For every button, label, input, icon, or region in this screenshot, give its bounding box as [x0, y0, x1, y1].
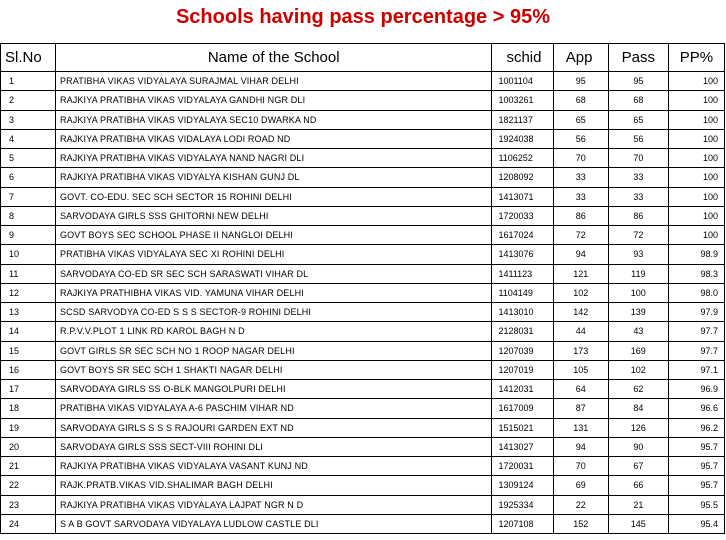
cell-app: 22 [553, 495, 608, 514]
cell-schid: 1412031 [492, 380, 553, 399]
cell-schid: 1104149 [492, 283, 553, 302]
cell-sl-no: 6 [1, 168, 56, 187]
cell-app: 87 [553, 399, 608, 418]
cell-schid: 1821137 [492, 110, 553, 129]
cell-pass: 169 [608, 341, 668, 360]
cell-school-name: GOVT BOYS SEC SCHOOL PHASE II NANGLOI DELHI [55, 226, 492, 245]
cell-app: 33 [553, 187, 608, 206]
table-row [1, 149, 725, 168]
cell-pass-percentage: 97.1 [668, 360, 724, 379]
cell-school-name: RAJKIYA PRATIBHA VIKAS VIDALAYA LODI ROAD ND [55, 129, 492, 148]
cell-app: 94 [553, 245, 608, 264]
cell-pass-percentage: 100 [668, 168, 724, 187]
cell-schid: 1924038 [492, 129, 553, 148]
cell-pass: 65 [608, 110, 668, 129]
cell-app: 56 [553, 129, 608, 148]
cell-pass: 56 [608, 129, 668, 148]
cell-pass-percentage: 98.3 [668, 264, 724, 283]
cell-sl-no: 4 [1, 129, 56, 148]
cell-pass-percentage: 97.9 [668, 303, 724, 322]
cell-sl-no: 10 [1, 245, 56, 264]
cell-school-name: SARVODAYA GIRLS SSS SECT-VIII ROHINI DLI [55, 437, 492, 456]
cell-app: 70 [553, 149, 608, 168]
cell-school-name: GOVT GIRLS SR SEC SCH NO 1 ROOP NAGAR DELHI [55, 341, 492, 360]
cell-schid: 1413076 [492, 245, 553, 264]
cell-app: 152 [553, 514, 608, 533]
cell-pass: 95 [608, 72, 668, 91]
table-row [1, 91, 725, 110]
cell-sl-no: 9 [1, 226, 56, 245]
cell-sl-no: 23 [1, 495, 56, 514]
table-row [1, 187, 725, 206]
cell-app: 173 [553, 341, 608, 360]
cell-schid: 1617024 [492, 226, 553, 245]
table-row [1, 341, 725, 360]
cell-schid: 1413071 [492, 187, 553, 206]
cell-app: 102 [553, 283, 608, 302]
cell-pass: 102 [608, 360, 668, 379]
cell-pass-percentage: 100 [668, 226, 724, 245]
cell-pass: 84 [608, 399, 668, 418]
table-row [1, 322, 725, 341]
cell-sl-no: 16 [1, 360, 56, 379]
cell-schid: 1413010 [492, 303, 553, 322]
cell-pass: 70 [608, 149, 668, 168]
cell-school-name: RAJKIYA PRATIBHA VIKAS VIDYALAYA VASANT KUNJ ND [55, 457, 492, 476]
table-row [1, 110, 725, 129]
cell-pass: 67 [608, 457, 668, 476]
cell-pass: 33 [608, 168, 668, 187]
cell-pass-percentage: 97.7 [668, 341, 724, 360]
schools-table [0, 43, 725, 534]
cell-app: 94 [553, 437, 608, 456]
column-header-app: App [553, 44, 608, 72]
column-header-schid: schid [492, 44, 553, 72]
table-row [1, 360, 725, 379]
cell-sl-no: 12 [1, 283, 56, 302]
column-header-pass-percentage: PP% [668, 44, 724, 72]
cell-pass: 68 [608, 91, 668, 110]
table-row [1, 495, 725, 514]
cell-school-name: PRATIBHA VIKAS VIDYALAYA SEC XI ROHINI DELHI [55, 245, 492, 264]
table-row [1, 399, 725, 418]
table-row [1, 72, 725, 91]
cell-pass: 21 [608, 495, 668, 514]
cell-app: 131 [553, 418, 608, 437]
cell-pass: 126 [608, 418, 668, 437]
cell-school-name: PRATIBHA VIKAS VIDYALAYA SURAJMAL VIHAR DELHI [55, 72, 492, 91]
table-row [1, 226, 725, 245]
cell-school-name: RAJKIYA PRATIBHA VIKAS VIDYALAYA SEC10 DWARKA ND [55, 110, 492, 129]
cell-sl-no: 20 [1, 437, 56, 456]
cell-school-name: RAJK.PRATB.VIKAS VID.SHALIMAR BAGH DELHI [55, 476, 492, 495]
cell-sl-no: 8 [1, 206, 56, 225]
cell-pass-percentage: 98.0 [668, 283, 724, 302]
column-header-sl-no: Sl.No [1, 44, 56, 72]
cell-schid: 1207039 [492, 341, 553, 360]
cell-app: 69 [553, 476, 608, 495]
cell-sl-no: 1 [1, 72, 56, 91]
cell-school-name: GOVT BOYS SR SEC SCH 1 SHAKTI NAGAR DELHI [55, 360, 492, 379]
cell-app: 105 [553, 360, 608, 379]
cell-school-name: SARVODAYA GIRLS S S S RAJOURI GARDEN EXT ND [55, 418, 492, 437]
cell-pass: 119 [608, 264, 668, 283]
cell-app: 70 [553, 457, 608, 476]
cell-school-name: R.P.V.V.PLOT 1 LINK RD KAROL BAGH N D [55, 322, 492, 341]
cell-pass-percentage: 100 [668, 110, 724, 129]
page-title: Schools having pass percentage > 95% [175, 6, 551, 28]
cell-app: 68 [553, 91, 608, 110]
table-row [1, 206, 725, 225]
cell-pass-percentage: 100 [668, 206, 724, 225]
cell-school-name: PRATIBHA VIKAS VIDYALAYA A-6 PASCHIM VIHAR ND [55, 399, 492, 418]
cell-pass-percentage: 100 [668, 129, 724, 148]
cell-sl-no: 15 [1, 341, 56, 360]
cell-pass-percentage: 100 [668, 72, 724, 91]
cell-app: 121 [553, 264, 608, 283]
table-row [1, 264, 725, 283]
cell-pass: 43 [608, 322, 668, 341]
cell-school-name: RAJKIYA PRATHIBHA VIKAS VID. YAMUNA VIHAR DELHI [55, 283, 492, 302]
cell-sl-no: 14 [1, 322, 56, 341]
cell-app: 86 [553, 206, 608, 225]
cell-pass-percentage: 100 [668, 187, 724, 206]
cell-schid: 1207108 [492, 514, 553, 533]
cell-app: 44 [553, 322, 608, 341]
table-row [1, 514, 725, 533]
cell-schid: 1413027 [492, 437, 553, 456]
table-row [1, 245, 725, 264]
table-row [1, 476, 725, 495]
cell-schid: 1720031 [492, 457, 553, 476]
cell-pass-percentage: 98.9 [668, 245, 724, 264]
cell-pass-percentage: 100 [668, 91, 724, 110]
cell-schid: 1411123 [492, 264, 553, 283]
cell-sl-no: 2 [1, 91, 56, 110]
cell-school-name: RAJKIYA PRATIBHA VIKAS VIDYALYA KISHAN GUNJ DL [55, 168, 492, 187]
cell-school-name: GOVT. CO-EDU. SEC SCH SECTOR 15 ROHINI DELHI [55, 187, 492, 206]
cell-app: 72 [553, 226, 608, 245]
cell-sl-no: 11 [1, 264, 56, 283]
cell-sl-no: 22 [1, 476, 56, 495]
cell-sl-no: 19 [1, 418, 56, 437]
cell-app: 95 [553, 72, 608, 91]
cell-sl-no: 18 [1, 399, 56, 418]
cell-pass: 72 [608, 226, 668, 245]
cell-school-name: S A B GOVT SARVODAYA VIDYALAYA LUDLOW CASTLE DLI [55, 514, 492, 533]
table-row [1, 418, 725, 437]
cell-pass-percentage: 97.7 [668, 322, 724, 341]
cell-pass: 66 [608, 476, 668, 495]
cell-pass-percentage: 95.4 [668, 514, 724, 533]
column-header-school-name: Name of the School [55, 44, 492, 72]
cell-pass-percentage: 96.2 [668, 418, 724, 437]
column-header-pass: Pass [608, 44, 668, 72]
cell-schid: 1617009 [492, 399, 553, 418]
cell-schid: 1720033 [492, 206, 553, 225]
cell-sl-no: 5 [1, 149, 56, 168]
cell-schid: 1925334 [492, 495, 553, 514]
table-header-row [1, 44, 725, 72]
cell-pass-percentage: 95.5 [668, 495, 724, 514]
cell-pass: 93 [608, 245, 668, 264]
cell-schid: 1106252 [492, 149, 553, 168]
cell-sl-no: 24 [1, 514, 56, 533]
cell-sl-no: 13 [1, 303, 56, 322]
cell-pass-percentage: 95.7 [668, 457, 724, 476]
cell-pass: 62 [608, 380, 668, 399]
cell-school-name: RAJKIYA PRATIBHA VIKAS VIDYALAYA LAJPAT NGR N D [55, 495, 492, 514]
cell-app: 65 [553, 110, 608, 129]
cell-pass-percentage: 100 [668, 149, 724, 168]
cell-schid: 1003261 [492, 91, 553, 110]
cell-pass-percentage: 96.6 [668, 399, 724, 418]
cell-school-name: SARVODAYA GIRLS SSS GHITORNI NEW DELHI [55, 206, 492, 225]
cell-schid: 1208092 [492, 168, 553, 187]
cell-school-name: SARVODAYA CO-ED SR SEC SCH SARASWATI VIHAR DL [55, 264, 492, 283]
cell-schid: 1309124 [492, 476, 553, 495]
cell-pass: 145 [608, 514, 668, 533]
cell-schid: 1207019 [492, 360, 553, 379]
cell-app: 142 [553, 303, 608, 322]
cell-sl-no: 17 [1, 380, 56, 399]
cell-school-name: SARVODAYA GIRLS SS O-BLK MANGOLPURI DELHI [55, 380, 492, 399]
cell-sl-no: 21 [1, 457, 56, 476]
table-row [1, 303, 725, 322]
cell-sl-no: 7 [1, 187, 56, 206]
cell-school-name: SCSD SARVODYA CO-ED S S S SECTOR-9 ROHINI DELHI [55, 303, 492, 322]
cell-pass: 139 [608, 303, 668, 322]
cell-app: 33 [553, 168, 608, 187]
cell-pass: 100 [608, 283, 668, 302]
table-row [1, 437, 725, 456]
cell-pass-percentage: 95.7 [668, 476, 724, 495]
cell-school-name: RAJKIYA PRATIBHA VIKAS VIDYALAYA NAND NAGRI DLI [55, 149, 492, 168]
table-row [1, 283, 725, 302]
table-row [1, 457, 725, 476]
cell-schid: 1001104 [492, 72, 553, 91]
cell-pass-percentage: 96.9 [668, 380, 724, 399]
cell-pass-percentage: 95.7 [668, 437, 724, 456]
table-row [1, 168, 725, 187]
table-row [1, 129, 725, 148]
cell-schid: 1515021 [492, 418, 553, 437]
cell-sl-no: 3 [1, 110, 56, 129]
cell-pass: 86 [608, 206, 668, 225]
cell-pass: 90 [608, 437, 668, 456]
cell-pass: 33 [608, 187, 668, 206]
cell-school-name: RAJKIYA PRATIBHA VIKAS VIDYALAYA GANDHI NGR DLI [55, 91, 492, 110]
cell-schid: 2128031 [492, 322, 553, 341]
table-row [1, 380, 725, 399]
cell-app: 64 [553, 380, 608, 399]
